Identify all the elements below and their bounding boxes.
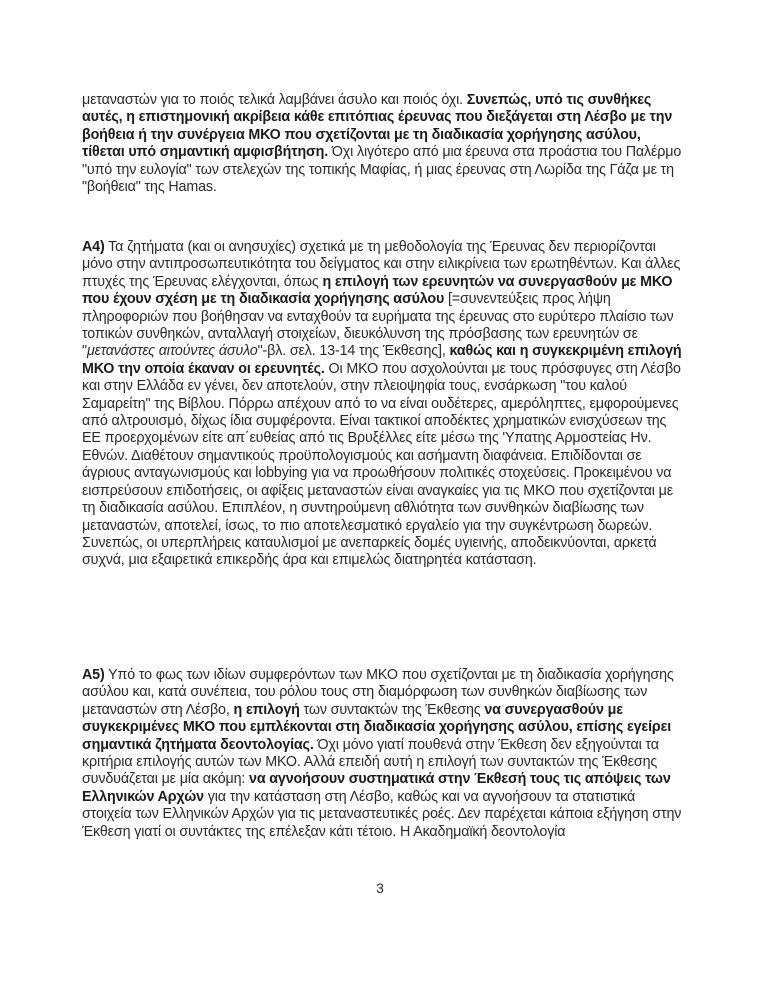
text-run: Όχι λιγότερο από μια έρευνα στα προάστια του Παλέρμο "υπό την ευλογία" των στελεχών της τοπικής Μαφίας, ή μιας έρευνας στη Λωρίδα της Γάζα με τη "βοήθεια" της Hamas. <box>82 144 682 196</box>
text-run: "-βλ. σελ. 13-14 της Έκθεσης], <box>257 343 450 360</box>
bold-text: η επιλογή <box>233 701 300 718</box>
paragraph-intro <box>82 92 682 196</box>
page-number: 3 <box>376 880 384 896</box>
text-run: Οι ΜΚΟ που ασχολούνται με τους πρόσφυγες στη Λέσβο και στην Ελλάδα εν γένει, δεν αποτελούν, στην πλειοψηφία τους, ενσάρκωση "του καλού Σαμαρείτη" της Βίβλου. Πόρρω απέχουν από το να είναι ουδέτερες, αμερόληπτες, εμφορούμενες από αλτρουισμό, δίχως ίδια συμφέροντα. Είναι τακτικοί αποδέκτες χρηματικών ενισχύσεων της ΕΕ προερχομένων είτε απ΄ευθείας από τις Βρυξέλλες είτε μέσω της 'Υπατης Αρμοστείας Ην. Εθνών. Διαθέτουν σημαντικούς προϋπολογισμούς και ασήμαντη διαφάνεια. Επιδίδονται σε άγριους ανταγωνισμούς και lobbying για να προωθήσουν πολιτικές στοχεύσεις. Προκειμένου να εισπρεύσουν επιδοτήσεις, οι αφίξεις μεταναστών είναι αναγκαίες για τις ΜΚΟ που σχετίζονται με τη διαδικασία ασύλου. Επιπλέον, η συντηρούμενη αθλιότητα των συνθηκών διαβίωσης των μεταναστών, αποτελεί, ίσως, το πιο αποτελεσματικό εργαλείο για την συγκέντρωση δωρεών. Συνεπώς, οι υπερπλήρεις καταυλισμοί με ανεπαρκείς δομές υγιεινής, αποδεικνύονται, αρκετά συχνά, μια εξαιρετικά επικερδής άρα και επιμελώς διατηρητέα κατάσταση. <box>82 360 681 569</box>
text-run: Υπό το φως των ιδίων συμφερόντων των ΜΚΟ που σχετίζονται με τη διαδικασία χορήγησης ασύλου και, κατά συνέπεια, του ρόλου τους στη διαμόρφωση των συνθηκών διαβίωσης των μεταναστών στη Λέσβο, <box>82 667 674 718</box>
section-label: Α5) <box>82 667 105 683</box>
text-run: Τα ζητήματα (και οι ανησυχίες) σχετικά με τη μεθοδολογία της Έρευνας δεν περιορίζονται μόνο στην αντιπροσωπευτικότητα του δείγματος και στην ειλικρίνεια των ερωτηθέντων. Και άλλες πτυχές της Έρευνας ελέγχονται, όπως <box>82 239 681 290</box>
text-run: μεταναστών για το ποιός τελικά λαμβάνει άσυλο και ποιός όχι. <box>82 92 467 108</box>
bold-text: καθώς και η συγκεκριμένη επιλογή ΜΚΟ την οποία έκαναν οι ερευνητές. <box>82 343 682 377</box>
text-run: για την κατάσταση στη Λέσβο, καθώς και να αγνοήσουν τα στατιστικά στοιχεία των Ελληνικών Αρχών για τις μεταναστευτικές ροές. Δεν παρέχεται κάποια εξήγηση στην Έκθεση γιατί οι συντάκτες της επέλεξαν κάτι τέτοιο. Η Ακαδημαϊκή δεοντολογία <box>82 788 682 840</box>
paragraph-a5 <box>82 667 682 841</box>
text-run: Όχι μόνο γιατί πουθενά στην Έκθεση δεν εξηγούνται τα κριτήρια επιλογής αυτών των ΜΚΟ. Αλλά επειδή αυτή η επιλογή των συντακτών της Έκθεσης συνδυάζεται με μία ακόμη: <box>82 736 659 788</box>
bold-text: η επιλογή των ερευνητών να συνεργασθούν με ΜΚΟ που έχουν σχέση με τη διαδικασία χορήγησης ασύλου <box>82 273 673 308</box>
section-label: Α4) <box>82 239 105 255</box>
bold-text: να αγνοήσουν συστηματικά στην Έκθεσή τους τις απόψεις των Ελληνικών Αρχών <box>82 771 671 805</box>
text-run: των συντακτών της Έκθεσης <box>299 701 485 718</box>
paragraph-a4 <box>82 239 682 570</box>
bold-text: Συνεπώς, υπό τις συνθήκες αυτές, η επιστημονική ακρίβεια κάθε επιτόπιας έρευνας που διεξάγεται στη Λέσβο με την βοήθεια ή την συνέργεια ΜΚΟ που σχετίζονται με τη διαδικασία χορήγησης ασύλου, τίθεται υπό σημαντική αμφισβήτηση. <box>82 92 673 161</box>
bold-text: να συνεργασθούν με συγκεκριμένες ΜΚΟ που εμπλέκονται στη διαδικασία χορήγησης ασύλου, επίσης εγείρει σημαντικά ζητήματα δεοντολογίας. <box>82 701 672 753</box>
text-run: [=συνεντεύξεις προς λήψη πληροφοριών που βοήθησαν να ενταχθούν τα ευρήματα της έρευνας στο ευρύτερο πλαίσιο των τοπικών συνθηκών, ανταλλαγή στοιχείων, διευκόλυνση της πρόσβασης των ερευνητών σε " <box>82 291 674 360</box>
italic-text: μετανάστες αιτούντες άσυλο <box>86 343 258 360</box>
